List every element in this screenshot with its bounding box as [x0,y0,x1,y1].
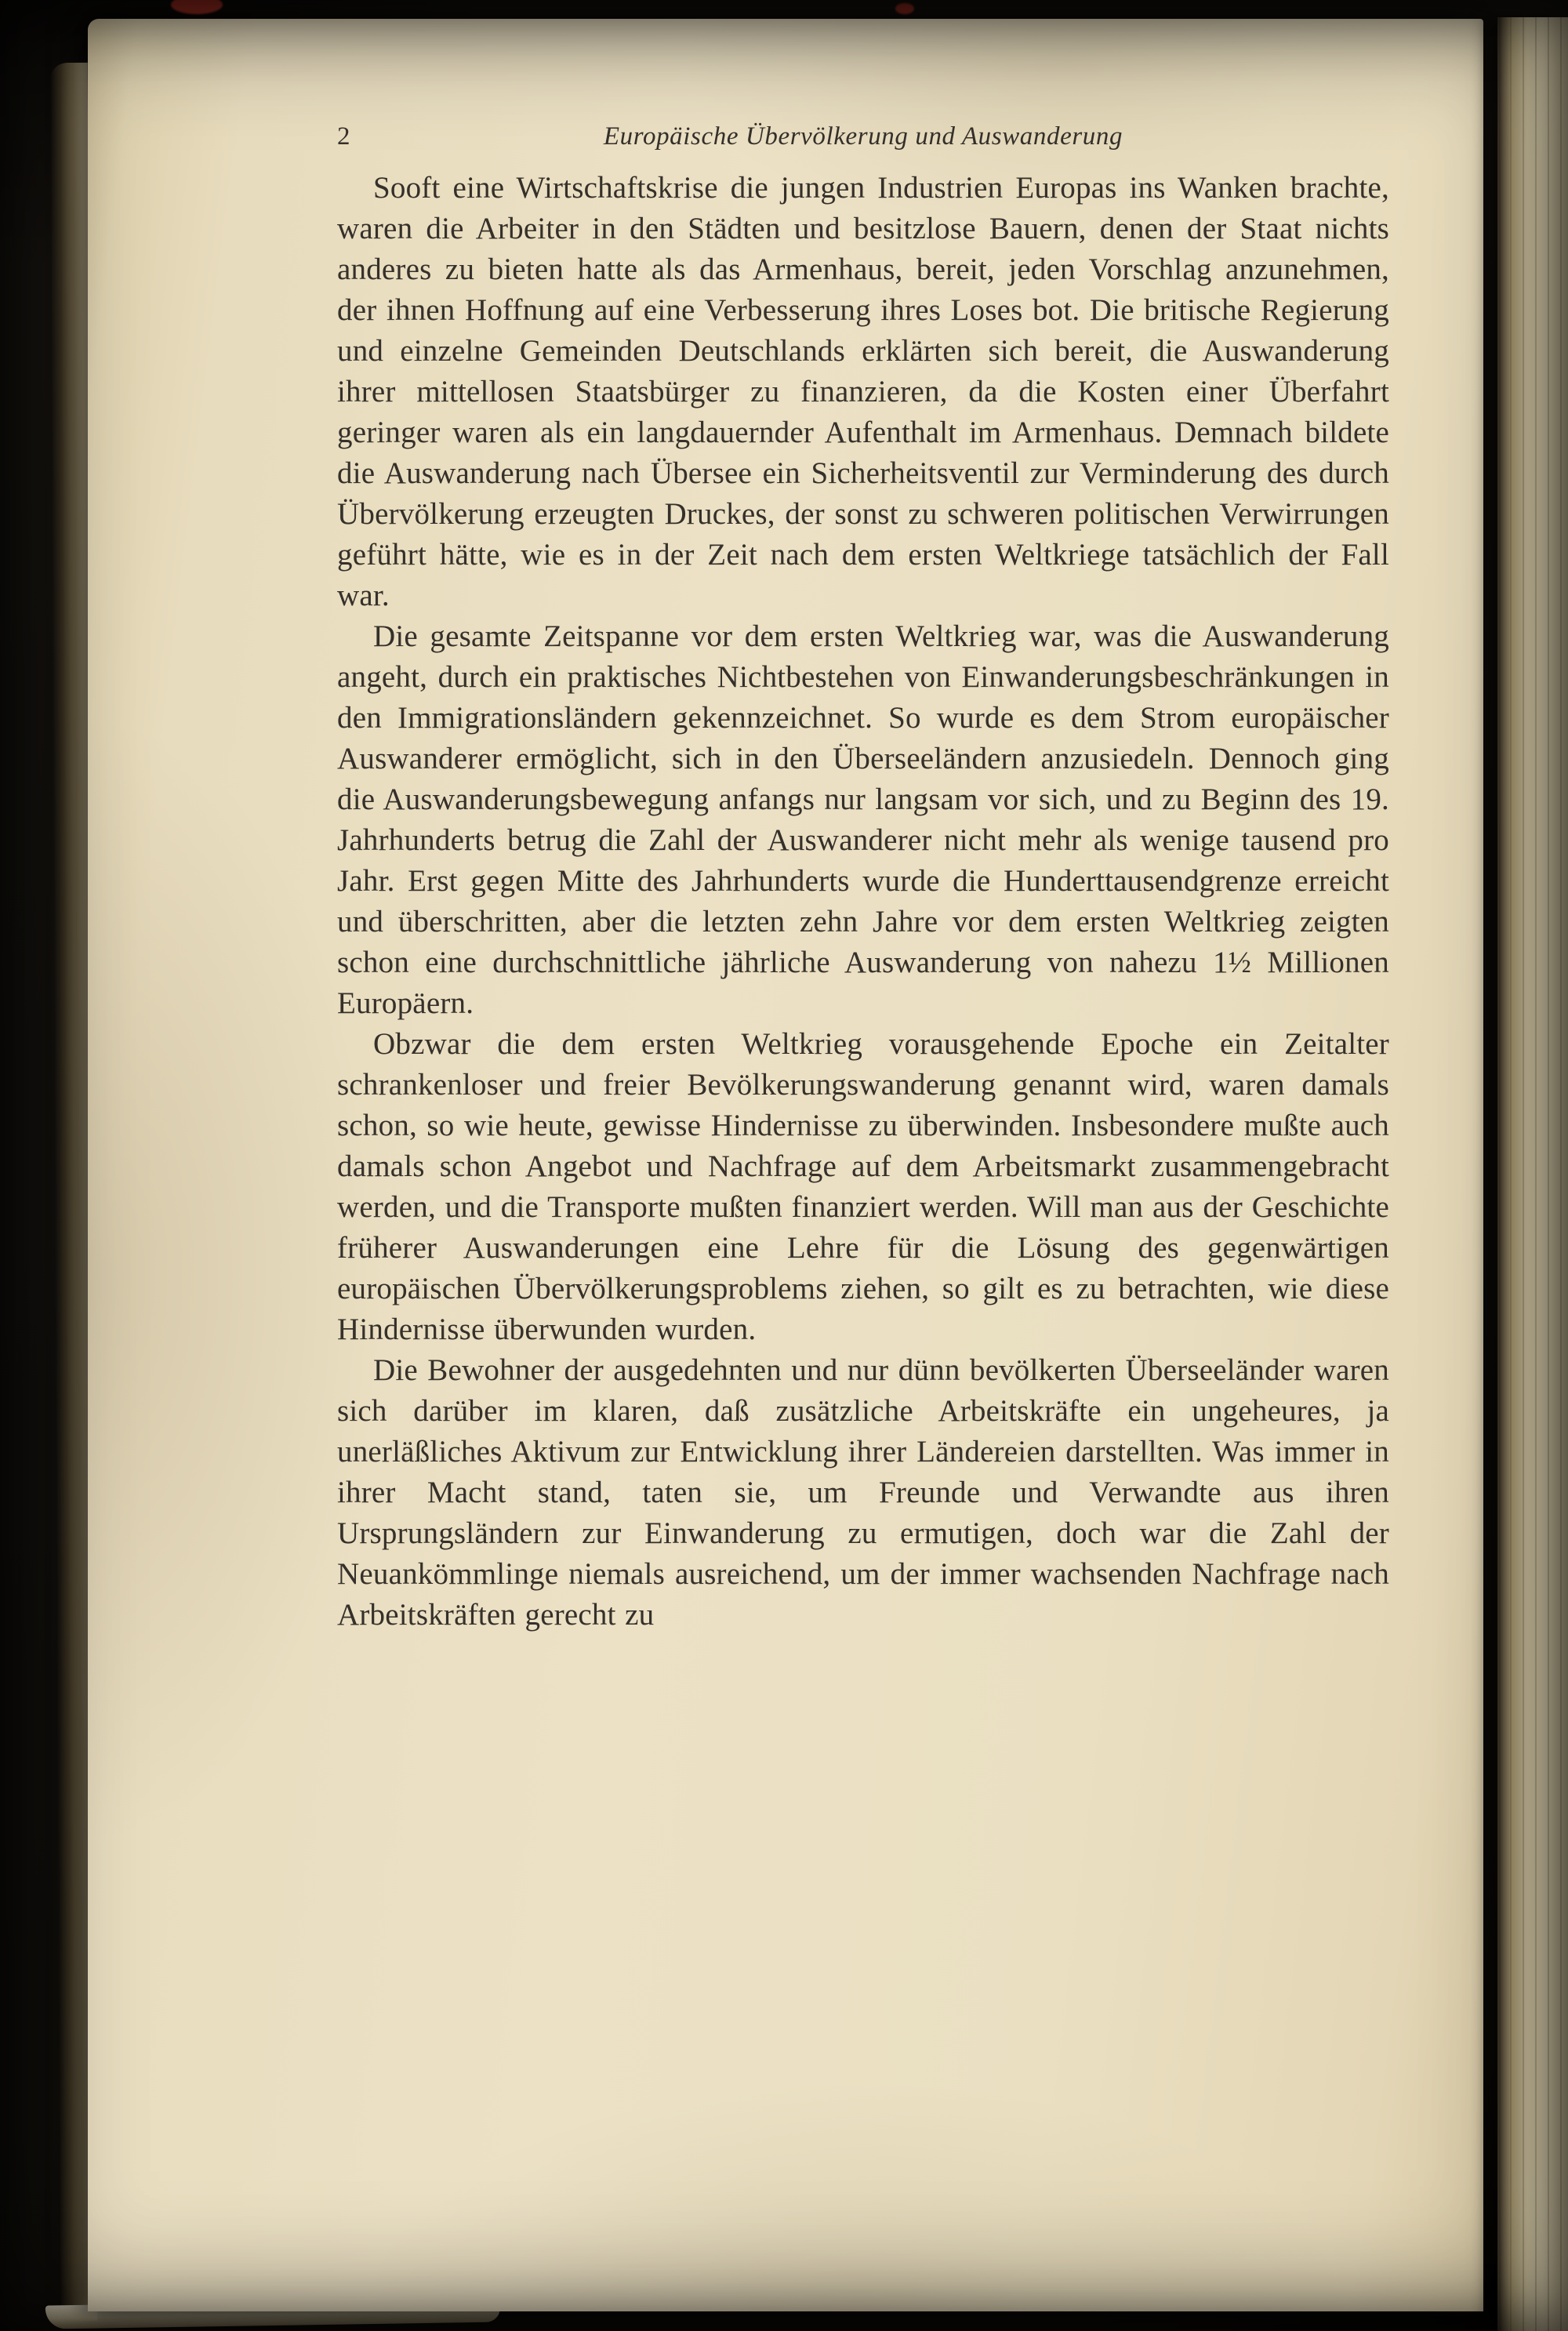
red-stain-small [895,3,914,14]
paragraph-3: Obzwar die dem ersten Weltkrieg vorausgehende Epoche ein Zeitalter schrankenloser und freier Bevölkerungswanderung genannt wird, waren damals schon, so wie heute, gewisse Hindernisse zu überwinden. Insbesondere mußte auch damals schon Angebot und Nachfrage auf dem Arbeitsmarkt zusammengebracht werden, und die Transporte mußten finanziert werden. Will man aus der Geschichte früherer Auswanderungen eine Lehre für die Lösung des gegenwärtigen europäischen Übervölkerungsproblems ziehen, so gilt es zu betrachten, wie diese Hindernisse überwunden wurden. [337,1027,1389,1346]
paragraph-2: Die gesamte Zeitspanne vor dem ersten Weltkrieg war, was die Auswanderung angeht, durch ein praktisches Nichtbestehen von Einwanderungsbeschränkungen in den Immigrationsländern gekennzeichnet. So wurde es dem Strom europäischer Auswanderer ermöglicht, sich in den Überseeländern anzusiedeln. Dennoch ging die Auswanderungsbewegung anfangs nur langsam vor sich, und zu Beginn des 19. Jahrhunderts betrug die Zahl der Auswanderer nicht mehr als wenige tausend pro Jahr. Erst gegen Mitte des Jahrhunderts wurde die Hunderttausendgrenze erreicht und überschritten, aber die letzten zehn Jahre vor dem ersten Weltkrieg zeigten schon eine durchschnittliche jährliche Auswanderung von nahezu 1½ Millionen Europäern. [337,619,1389,1020]
paragraph-1: Sooft eine Wirtschaftskrise die jungen Industrien Europas ins Wanken brachte, waren die Arbeiter in den Städten und besitzlose Bauern, denen der Staat nichts anderes zu bieten hatte als das Armenhaus, bereit, jeden Vorschlag anzunehmen, der ihnen Hoffnung auf eine Verbesserung ihres Loses bot. Die britische Regierung und einzelne Gemeinden Deutschlands erklärten sich bereit, die Auswanderung ihrer mittellosen Staatsbürger zu finanzieren, da die Kosten einer Überfahrt geringer waren als ein langdauernder Aufenthalt im Armenhaus. Demnach bildete die Auswanderung nach Übersee ein Sicherheitsventil zur Verminderung des durch Übervölkerung erzeugten Druckes, der sonst zu schweren politischen Verwirrungen geführt hätte, wie es in der Zeit nach dem ersten Weltkriege tatsächlich der Fall war. [337,171,1389,612]
running-header [337,119,1389,155]
page-content [88,19,1483,2311]
paragraph-4: Die Bewohner der ausgedehnten und nur dünn bevölkerten Überseeländer waren sich darüber im klaren, daß zusätzliche Arbeitskräfte ein ungeheures, ja unerläßliches Aktivum zur Entwicklung ihrer Ländereien darstellten. Was immer in ihrer Macht stand, taten sie, um Freunde und Verwandte aus ihren Ursprungsländern zur Einwanderung zu ermutigen, doch war die Zahl der Neuankömmlinge niemals ausreichend, um der immer wachsenden Nachfrage nach Arbeitskräften gerecht zu [337,1353,1389,1632]
running-title: Europäische Übervölkerung und Auswanderung [603,122,1123,151]
body-text [337,168,1389,1636]
page-number: 2 [337,122,351,151]
adjacent-page-edge [1497,17,1568,2331]
book-page [88,19,1483,2311]
red-stain-large [171,0,223,14]
